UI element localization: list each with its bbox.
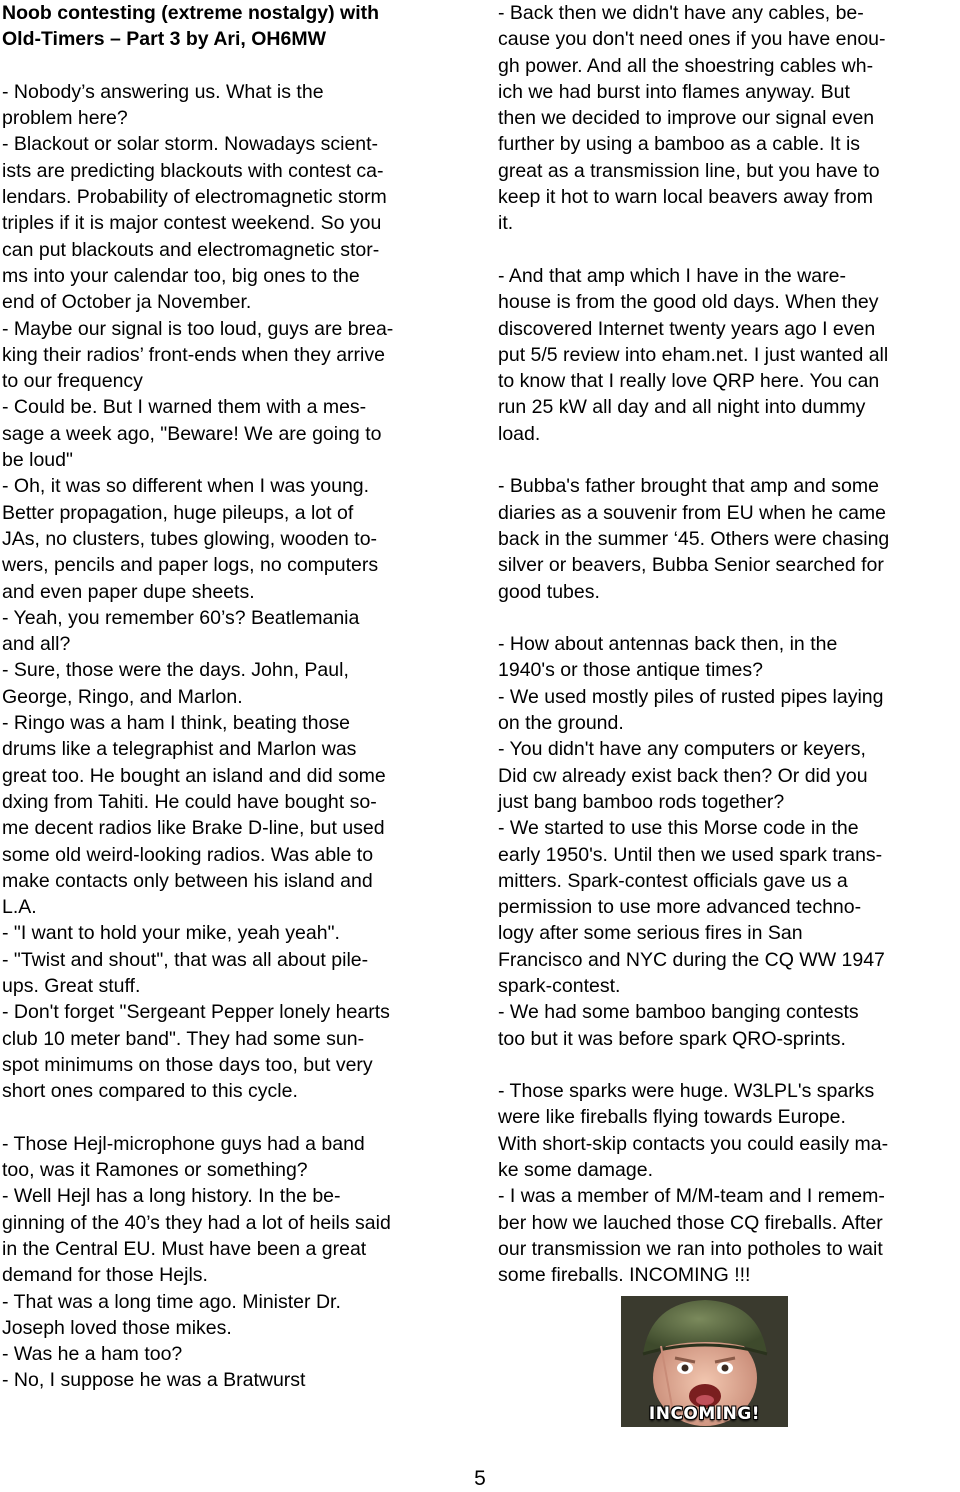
right-column bbox=[498, 0, 958, 1289]
text-line: cause you don't need ones if you have enou- bbox=[498, 28, 886, 51]
text-line: - We started to use this Morse code in the bbox=[498, 817, 859, 840]
text-line: With short-skip contacts you could easily ma- bbox=[498, 1132, 889, 1155]
text-line: end of October ja November. bbox=[2, 291, 252, 314]
text-line: sage a week ago, "Beware! We are going to bbox=[2, 422, 382, 445]
text-line: - Was he a ham too? bbox=[2, 1343, 183, 1366]
text-line: lendars. Probability of electromagnetic storm bbox=[2, 186, 387, 209]
paragraph-gap bbox=[498, 447, 958, 473]
text-line: - And that amp which I have in the ware- bbox=[498, 264, 846, 287]
text-line: and even paper dupe sheets. bbox=[2, 580, 255, 603]
text-line: just bang bamboo rods together? bbox=[498, 790, 785, 813]
text-line: - Nobody’s answering us. What is the bbox=[2, 80, 324, 103]
page-number: 5 bbox=[474, 1467, 486, 1490]
right-column-text bbox=[498, 0, 958, 1289]
text-line: - Yeah, you remember 60’s? Beatlemania bbox=[2, 606, 360, 629]
text-line: problem here? bbox=[2, 107, 128, 130]
text-line: king their radios’ front-ends when they arrive bbox=[2, 343, 385, 366]
text-line: house is from the good old days. When they bbox=[498, 291, 879, 314]
incoming-baby-photo bbox=[621, 1296, 788, 1427]
text-line: - Blackout or solar storm. Nowadays scient- bbox=[2, 133, 379, 156]
paragraph-gap bbox=[498, 605, 958, 631]
text-line: spark-contest. bbox=[498, 974, 621, 997]
text-line: Francisco and NYC during the CQ WW 1947 bbox=[498, 948, 885, 971]
text-line: to know that I really love QRP here. You can bbox=[498, 370, 880, 393]
text-line: can put blackouts and electromagnetic stor- bbox=[2, 238, 380, 261]
text-line: make contacts only between his island and bbox=[2, 869, 373, 892]
text-line: - We had some bamboo banging contests bbox=[498, 1001, 859, 1024]
text-line: - Sure, those were the days. John, Paul, bbox=[2, 659, 349, 682]
text-line: were like fireballs flying towards Europe. bbox=[498, 1106, 846, 1129]
text-line: it. bbox=[498, 212, 514, 235]
text-line: ists are predicting blackouts with contest ca- bbox=[2, 159, 384, 182]
text-line: - Those sparks were huge. W3LPL's sparks bbox=[498, 1080, 875, 1103]
text-line: keep it hot to warn local beavers away from bbox=[498, 186, 874, 209]
text-line: - I was a member of M/M-team and I remem- bbox=[498, 1185, 885, 1208]
text-line: silver or beavers, Bubba Senior searched for bbox=[498, 554, 884, 577]
text-line: - "Twist and shout", that was all about pile- bbox=[2, 948, 369, 971]
text-line: - Ringo was a ham I think, beating those bbox=[2, 712, 350, 735]
text-line: George, Ringo, and Marlon. bbox=[2, 685, 243, 708]
text-line: discovered Internet twenty years ago I even bbox=[498, 317, 876, 340]
text-line: back in the summer ‘45. Others were chasing bbox=[498, 527, 890, 550]
text-line: - We used mostly piles of rusted pipes laying bbox=[498, 685, 884, 708]
text-line: further by using a bamboo as a cable. It is bbox=[498, 133, 861, 156]
text-line: - Could be. But I warned them with a mes- bbox=[2, 396, 367, 419]
text-line: - How about antennas back then, in the bbox=[498, 633, 838, 656]
text-line: some fireballs. INCOMING !!! bbox=[498, 1264, 751, 1287]
text-line: dxing from Tahiti. He could have bought so- bbox=[2, 790, 377, 813]
text-line: great as a transmission line, but you have to bbox=[498, 159, 880, 182]
text-line: gh power. And all the shoestring cables wh- bbox=[498, 54, 874, 77]
text-line: ke some damage. bbox=[498, 1159, 654, 1182]
text-line: ms into your calendar too, big ones to the bbox=[2, 264, 360, 287]
left-column bbox=[2, 0, 470, 1394]
text-line: ups. Great stuff. bbox=[2, 974, 141, 997]
incoming-caption: INCOMING! bbox=[648, 1404, 761, 1424]
text-line: ber how we lauched those CQ fireballs. After bbox=[498, 1211, 883, 1234]
text-line: drums like a telegraphist and Marlon was bbox=[2, 738, 357, 761]
text-line: - You didn't have any computers or keyers, bbox=[498, 738, 866, 761]
title-line-1: Noob contesting (extreme nostalgy) with bbox=[2, 2, 380, 24]
paragraph-gap bbox=[2, 1104, 470, 1130]
text-line: wers, pencils and paper logs, no computers bbox=[2, 554, 379, 577]
text-line: club 10 meter band". They had some sun- bbox=[2, 1027, 365, 1050]
text-line: too, was it Ramones or something? bbox=[2, 1159, 308, 1182]
text-line: and all? bbox=[2, 633, 71, 656]
text-line: Better propagation, huge pileups, a lot of bbox=[2, 501, 354, 524]
text-line: - That was a long time ago. Minister Dr. bbox=[2, 1290, 341, 1313]
left-column-text bbox=[2, 79, 470, 1394]
text-line: too but it was before spark QRO-sprints. bbox=[498, 1027, 846, 1050]
text-line: permission to use more advanced techno- bbox=[498, 896, 862, 919]
text-line: - Oh, it was so different when I was young. bbox=[2, 475, 370, 498]
text-line: spot minimums on those days too, but very bbox=[2, 1053, 373, 1076]
text-line: - Maybe our signal is too loud, guys are brea- bbox=[2, 317, 394, 340]
text-line: our transmission we ran into potholes to wait bbox=[498, 1237, 883, 1260]
text-line: then we decided to improve our signal even bbox=[498, 107, 875, 130]
text-line: load. bbox=[498, 422, 541, 445]
text-line: early 1950's. Until then we used spark trans- bbox=[498, 843, 883, 866]
text-line: - Don't forget "Sergeant Pepper lonely hearts bbox=[2, 1001, 390, 1024]
text-line: ginning of the 40’s they had a lot of heils said bbox=[2, 1211, 391, 1234]
text-line: - No, I suppose he was a Bratwurst bbox=[2, 1369, 306, 1392]
text-line: some old weird-looking radios. Was able to bbox=[2, 843, 374, 866]
text-line: Did cw already exist back then? Or did you bbox=[498, 764, 868, 787]
text-line: in the Central EU. Must have been a great bbox=[2, 1237, 367, 1260]
text-line: logy after some serious fires in San bbox=[498, 922, 803, 945]
text-line: JAs, no clusters, tubes glowing, wooden to- bbox=[2, 527, 378, 550]
text-line: good tubes. bbox=[498, 580, 600, 603]
text-line: me decent radios like Brake D-line, but used bbox=[2, 817, 385, 840]
text-line: - Back then we didn't have any cables, be- bbox=[498, 2, 864, 24]
text-line: diaries as a souvenir from EU when he came bbox=[498, 501, 887, 524]
text-line: to our frequency bbox=[2, 370, 143, 393]
text-line: great too. He bought an island and did some bbox=[2, 764, 386, 787]
text-line: demand for those Hejls. bbox=[2, 1264, 208, 1287]
text-line: - Bubba's father brought that amp and some bbox=[498, 475, 879, 498]
text-line: - Those Hejl-microphone guys had a band bbox=[2, 1132, 365, 1155]
text-line: run 25 kW all day and all night into dummy bbox=[498, 396, 866, 419]
text-line: 1940's or those antique times? bbox=[498, 659, 763, 682]
text-line: be loud" bbox=[2, 449, 73, 472]
text-line: on the ground. bbox=[498, 712, 624, 735]
text-line: L.A. bbox=[2, 896, 37, 919]
article-title bbox=[2, 0, 470, 53]
text-line: Joseph loved those mikes. bbox=[2, 1316, 232, 1339]
title-line-2: Old-Timers – Part 3 by Ari, OH6MW bbox=[2, 28, 326, 51]
text-line: - Well Hejl has a long history. In the be- bbox=[2, 1185, 341, 1208]
text-line: - "I want to hold your mike, yeah yeah". bbox=[2, 922, 340, 945]
text-line: put 5/5 review into eham.net. I just wanted all bbox=[498, 343, 889, 366]
text-line: triples if it is major contest weekend. So you bbox=[2, 212, 382, 235]
text-line: mitters. Spark-contest officials gave us a bbox=[498, 869, 848, 892]
text-line: short ones compared to this cycle. bbox=[2, 1080, 298, 1103]
paragraph-gap bbox=[498, 1052, 958, 1078]
text-line: ich we had burst into flames anyway. But bbox=[498, 80, 850, 103]
paragraph-gap bbox=[498, 237, 958, 263]
